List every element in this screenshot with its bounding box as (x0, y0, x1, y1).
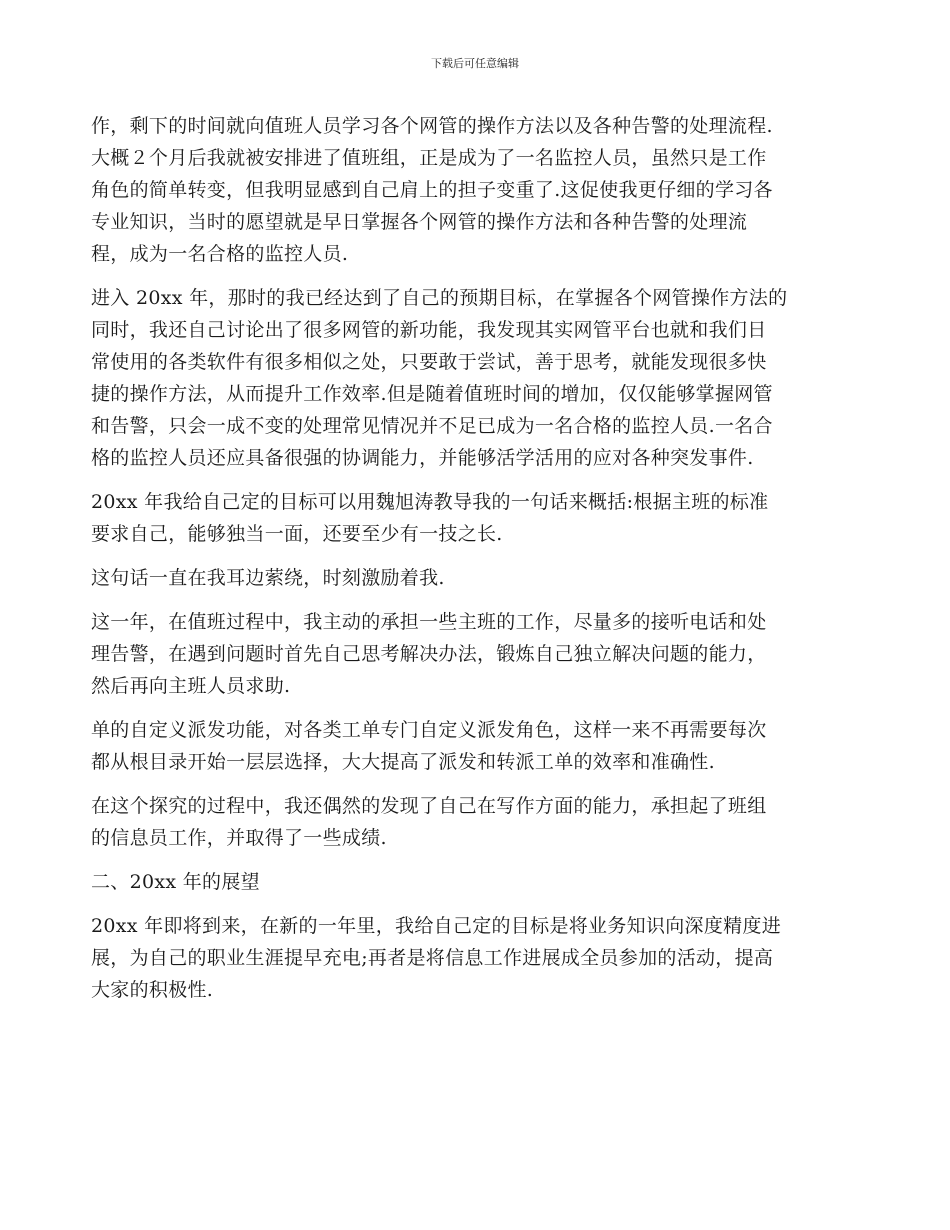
paragraph-line: 都从根目录开始一层层选择，大大提高了派发和转派工单的效率和准确性. (91, 751, 715, 773)
paragraph-2 (91, 282, 861, 474)
paragraph-line: 和告警，只会一成不变的处理常见情况并不足已成为一名合格的监控人员.一名合 (91, 415, 773, 437)
paragraph-line: 单的自定义派发功能，对各类工单专门自定义派发角色，这样一来不再需要每次 (91, 719, 767, 741)
paragraph-line: 程，成为一名合格的监控人员. (91, 243, 349, 265)
paragraph-8 (91, 910, 861, 1006)
paragraph-line: 在这个探究的过程中，我还偶然的发现了自己在写作方面的能力，承担起了班组 (91, 795, 767, 817)
document-body (91, 110, 861, 1018)
paragraph-line: 大概２个月后我就被安排进了值班组，正是成为了一名监控人员，虽然只是工作 (91, 147, 767, 169)
paragraph-line: 理告警，在遇到问题时首先自己思考解决办法，锻炼自己独立解决问题的能力， (91, 643, 767, 665)
paragraph-line: 常使用的各类软件有很多相似之处，只要敢于尝试，善于思考，就能发现很多快 (91, 351, 767, 373)
paragraph-line: 作，剩下的时间就向值班人员学习各个网管的操作方法以及各种告警的处理流程. (91, 115, 773, 137)
paragraph-line: 这句话一直在我耳边萦绕，时刻激励着我. (91, 567, 445, 589)
paragraph-4 (91, 562, 861, 594)
paragraph-7 (91, 790, 861, 854)
paragraph-6 (91, 714, 861, 778)
paragraph-line: 然后再向主班人员求助. (91, 675, 291, 697)
section-heading-text: 二、20xx 年的展望 (91, 871, 260, 893)
paragraph-line: 捷的操作方法，从而提升工作效率.但是随着值班时间的增加，仅仅能够掌握网管 (91, 383, 773, 405)
section-heading (91, 866, 861, 898)
paragraph-5 (91, 606, 861, 702)
paragraph-line: 格的监控人员还应具备很强的协调能力，并能够活学活用的应对各种突发事件. (91, 447, 754, 469)
paragraph-line: 要求自己，能够独当一面，还要至少有一技之长. (91, 523, 503, 545)
paragraph-line: 同时，我还自己讨论出了很多网管的新功能，我发现其实网管平台也就和我们日 (91, 319, 767, 341)
paragraph-line: 展，为自己的职业生涯提早充电;再者是将信息工作进展成全员参加的活动，提高 (91, 947, 774, 969)
paragraph-3 (91, 486, 861, 550)
paragraph-1 (91, 110, 861, 270)
paragraph-line: 这一年，在值班过程中，我主动的承担一些主班的工作，尽量多的接听电话和处 (91, 611, 767, 633)
paragraph-line: 20xx 年我给自己定的目标可以用魏旭涛教导我的一句话来概括:根据主班的标准 (91, 491, 769, 513)
paragraph-line: 的信息员工作，并取得了一些成绩. (91, 827, 387, 849)
paragraph-line: 专业知识，当时的愿望就是早日掌握各个网管的操作方法和各种告警的处理流 (91, 211, 748, 233)
paragraph-line: 大家的积极性. (91, 979, 214, 1001)
paragraph-line: 角色的简单转变，但我明显感到自己肩上的担子变重了.这促使我更仔细的学习各 (91, 179, 773, 201)
paragraph-line: 20xx 年即将到来，在新的一年里，我给自己定的目标是将业务知识向深度精度进 (91, 915, 782, 937)
page-header: 下载后可任意编辑 (431, 57, 519, 70)
paragraph-line: 进入 20xx 年，那时的我已经达到了自己的预期目标，在掌握各个网管操作方法的 (91, 287, 788, 309)
